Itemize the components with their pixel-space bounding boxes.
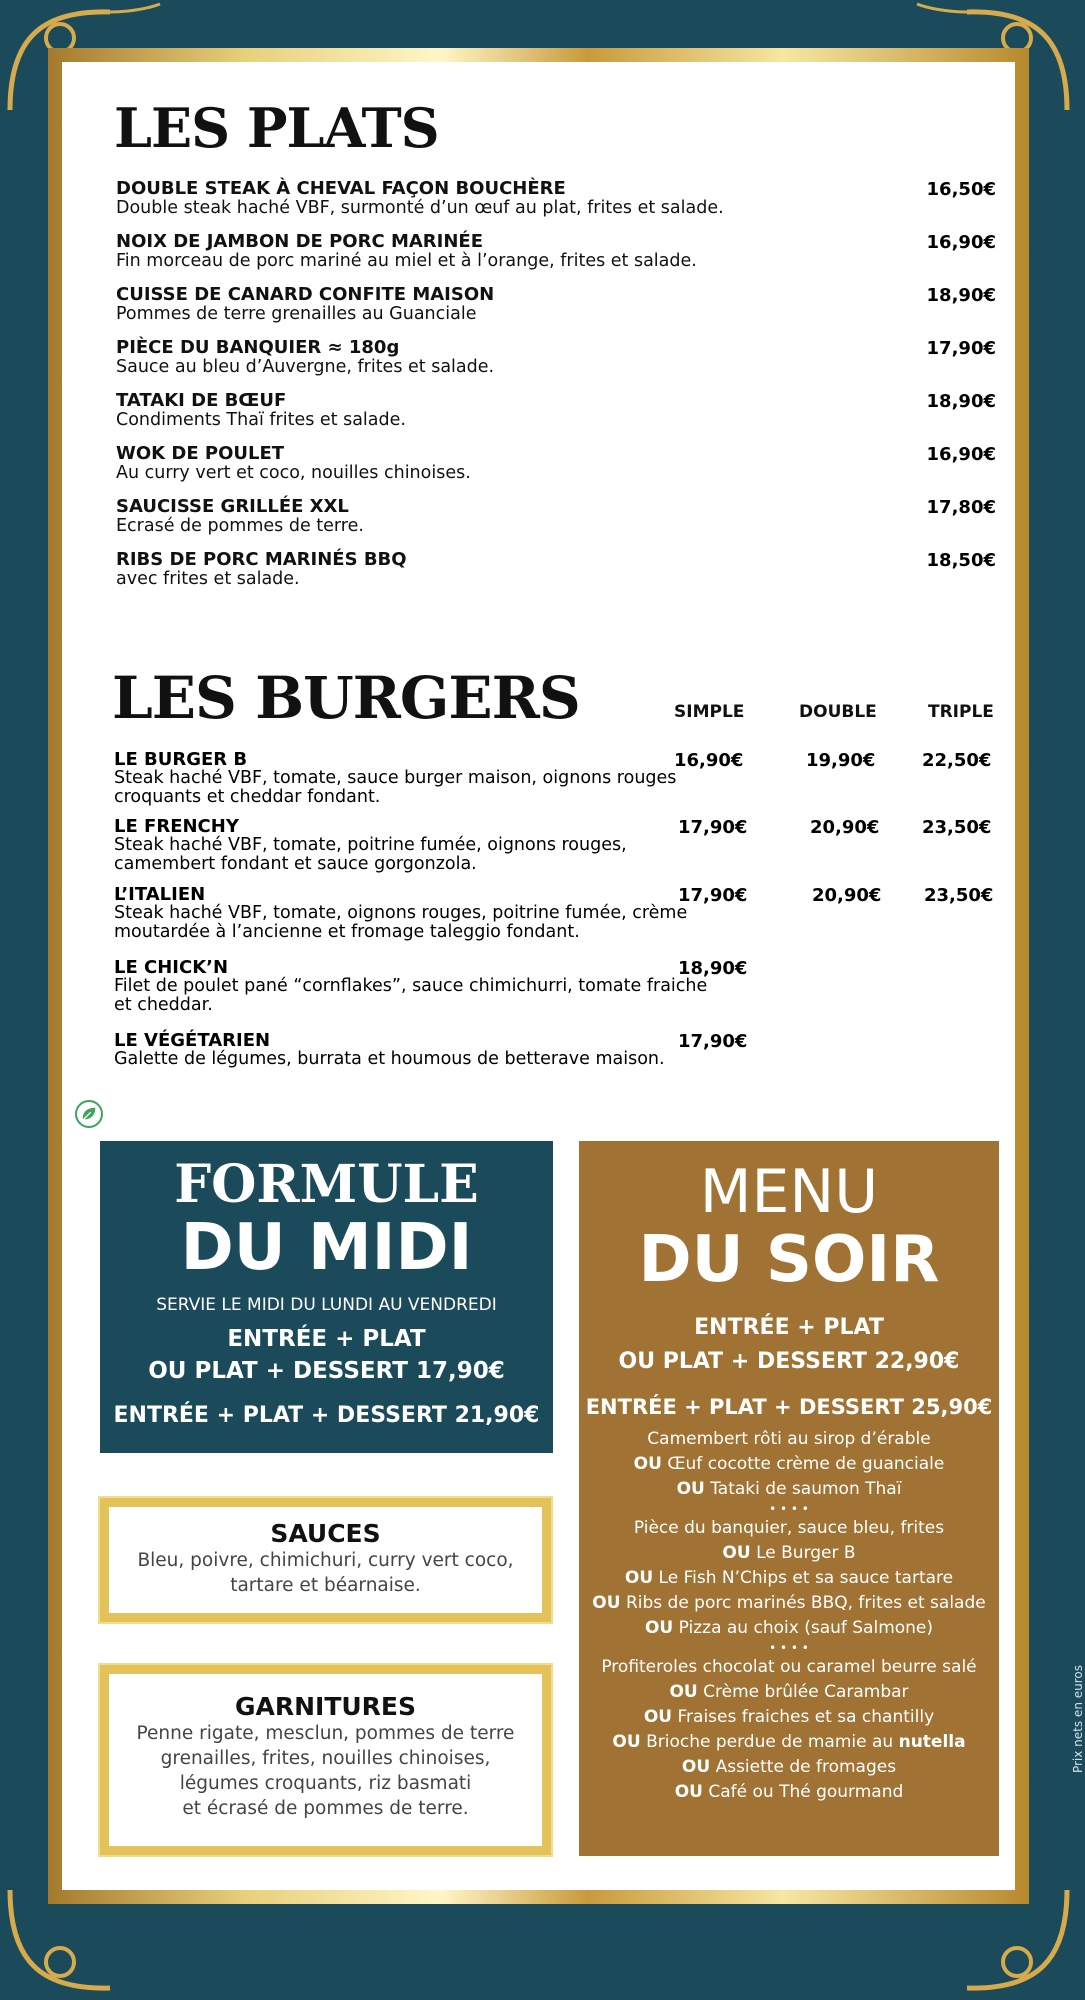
dish-price: 17,80€ <box>926 497 996 518</box>
gold-frame <box>48 48 1029 1904</box>
burger-item <box>114 1031 1014 1069</box>
dish-name: SAUCISSE GRILLÉE XXL <box>116 496 349 517</box>
menu-line-1: ENTRÉE + PLAT <box>694 1315 884 1340</box>
menu-dessert <box>579 1680 999 1705</box>
burger-item <box>114 817 1014 874</box>
ou-label: OU <box>644 1618 674 1638</box>
dish-item <box>116 550 996 589</box>
price-simple: 17,90€ <box>678 1031 748 1052</box>
ou-label: OU <box>674 1782 703 1802</box>
garnitures-text: légumes croquants, riz basmati <box>179 1773 472 1794</box>
ou-label: OU <box>643 1707 673 1727</box>
burgers-title: LES BURGERS <box>112 664 580 732</box>
sauces-title: SAUCES <box>270 1519 381 1548</box>
formule-line-1: ENTRÉE + PLAT <box>227 1326 426 1352</box>
dish-item <box>116 497 996 536</box>
burger-name: L’ITALIEN <box>114 884 206 905</box>
menu-dessert-text: Assiette de fromages <box>715 1757 897 1777</box>
menu-soir-box <box>579 1141 999 1856</box>
garnitures-text: et écrasé de pommes de terre. <box>182 1798 469 1819</box>
dish-name: NOIX DE JAMBON DE PORC MARINÉE <box>116 231 483 252</box>
col-triple: TRIPLE <box>928 702 994 722</box>
dish-item <box>116 444 996 483</box>
menu-dessert-text: Fraises fraiches et sa chantilly <box>677 1707 935 1727</box>
dish-price: 18,90€ <box>926 285 996 306</box>
dish-price: 18,90€ <box>926 391 996 412</box>
menu-title-1: MENU <box>699 1157 879 1227</box>
formule-line-3: ENTRÉE + PLAT + DESSERT 21,90€ <box>113 1403 540 1428</box>
ou-label: OU <box>624 1568 654 1588</box>
dish-item <box>116 338 996 377</box>
price-simple: 16,90€ <box>674 750 744 771</box>
dish-desc: Double steak haché VBF, surmonté d’un œuf au plat, frites et salade. <box>116 198 724 218</box>
price-simple: 18,90€ <box>678 958 748 979</box>
dish-item <box>116 285 996 324</box>
burger-name: LE CHICK’N <box>114 957 229 978</box>
menu-entree-text: Tataki de saumon Thaï <box>710 1479 902 1499</box>
ou-label: OU <box>722 1543 751 1563</box>
sauces-text: Bleu, poivre, chimichuri, curry vert coco, <box>137 1550 514 1571</box>
price-simple: 17,90€ <box>678 885 748 906</box>
price-triple: 23,50€ <box>922 817 992 838</box>
formule-title-1: FORMULE <box>174 1154 479 1215</box>
side-note: Prix nets en euros <box>1071 1665 1085 1774</box>
menu-plat: Pièce du banquier, sauce bleu, frites <box>633 1518 945 1538</box>
ou-label: OU <box>676 1479 705 1499</box>
menu-plat-text: Ribs de porc marinés BBQ, frites et salade <box>625 1593 986 1613</box>
formule-title-2: DU MIDI <box>180 1211 473 1285</box>
menu-dessert <box>579 1705 999 1730</box>
ou-label: OU <box>669 1682 698 1702</box>
burger-desc: Steak haché VBF, tomate, sauce burger maison, oignons rouges croquants et cheddar fondant. <box>114 768 677 807</box>
menu-plat <box>579 1616 999 1641</box>
price-double: 19,90€ <box>806 750 876 771</box>
menu-dessert <box>579 1730 999 1755</box>
menu-plat-text: Pizza au choix (sauf Salmone) <box>678 1618 934 1638</box>
dish-price: 18,50€ <box>926 550 996 571</box>
dish-desc: avec frites et salade. <box>116 569 300 589</box>
dish-desc: Sauce au bleu d’Auvergne, frites et salade. <box>116 357 495 377</box>
price-triple: 23,50€ <box>924 885 994 906</box>
dish-desc: Pommes de terre grenailles au Guanciale <box>116 304 477 324</box>
price-triple: 22,50€ <box>922 750 992 771</box>
menu-plat <box>579 1541 999 1566</box>
vegetarian-leaf-icon <box>75 1100 103 1128</box>
sauces-box <box>100 1498 551 1622</box>
menu-entree: Camembert rôti au sirop d’érable <box>647 1429 931 1449</box>
dish-price: 16,90€ <box>926 232 996 253</box>
menu-page <box>62 62 1015 1890</box>
menu-entree <box>579 1452 999 1477</box>
menu-dessert <box>579 1755 999 1780</box>
burger-name: LE BURGER B <box>114 749 248 770</box>
burger-item <box>114 885 1014 942</box>
dish-price: 16,50€ <box>926 179 996 200</box>
menu-courses <box>579 1427 999 1805</box>
ou-label: OU <box>592 1593 621 1613</box>
dish-name: RIBS DE PORC MARINÉS BBQ <box>116 549 407 570</box>
dish-name: TATAKI DE BŒUF <box>116 390 287 411</box>
sauces-text: tartare et béarnaise. <box>230 1575 421 1596</box>
dish-item <box>116 232 996 271</box>
dish-item <box>116 179 996 218</box>
menu-dessert-text: Café ou Thé gourmand <box>708 1782 904 1802</box>
nutella-label: nutella <box>898 1732 966 1752</box>
burger-item <box>114 750 1014 807</box>
price-simple: 17,90€ <box>678 817 748 838</box>
menu-title-2: DU SOIR <box>638 1223 940 1297</box>
dish-desc: Ecrasé de pommes de terre. <box>116 516 364 536</box>
garnitures-box <box>100 1665 551 1855</box>
col-double: DOUBLE <box>799 702 877 722</box>
menu-separator: • • • • <box>769 1641 809 1655</box>
price-double: 20,90€ <box>810 817 880 838</box>
dish-name: CUISSE DE CANARD CONFITE MAISON <box>116 284 495 305</box>
menu-plat-text: Le Burger B <box>756 1543 856 1563</box>
garnitures-title: GARNITURES <box>234 1692 417 1721</box>
menu-plat <box>579 1591 999 1616</box>
menu-dessert-text: Crème brûlée Carambar <box>703 1682 909 1702</box>
garnitures-text: Penne rigate, mesclun, pommes de terre <box>136 1723 515 1744</box>
menu-plat-text: Le Fish N’Chips et sa sauce tartare <box>658 1568 954 1588</box>
ou-label: OU <box>612 1732 641 1752</box>
price-double: 20,90€ <box>812 885 882 906</box>
menu-line-2: OU PLAT + DESSERT 22,90€ <box>618 1349 960 1374</box>
menu-dessert: Profiteroles chocolat ou caramel beurre salé <box>601 1657 977 1677</box>
dish-name: WOK DE POULET <box>116 443 285 464</box>
burger-name: LE FRENCHY <box>114 816 239 837</box>
menu-plat <box>579 1566 999 1591</box>
menu-entree <box>579 1477 999 1502</box>
menu-entree-text: Œuf cocotte crème de guanciale <box>667 1454 945 1474</box>
burger-desc: Steak haché VBF, tomate, oignons rouges, poitrine fumée, crème moutardée à l’ancienne et fromage taleggio fondant. <box>114 903 688 942</box>
dish-desc: Fin morceau de porc mariné au miel et à l’orange, frites et salade. <box>116 251 697 271</box>
burger-desc: Steak haché VBF, tomate, poitrine fumée, oignons rouges, camembert fondant et sauce gorgonzola. <box>114 835 627 874</box>
dish-item <box>116 391 996 430</box>
menu-dessert <box>579 1780 999 1805</box>
burger-desc: Filet de poulet pané “cornflakes”, sauce chimichurri, tomate fraiche et cheddar. <box>114 976 708 1015</box>
plats-title: LES PLATS <box>114 96 439 160</box>
burger-item <box>114 958 1014 1015</box>
burger-name: LE VÉGÉTARIEN <box>114 1030 271 1051</box>
menu-dessert-text: Brioche perdue de mamie au <box>646 1732 899 1752</box>
menu-line-3: ENTRÉE + PLAT + DESSERT 25,90€ <box>585 1395 993 1419</box>
ou-label: OU <box>681 1757 711 1777</box>
menu-separator: • • • • <box>769 1502 809 1516</box>
dish-name: PIÈCE DU BANQUIER ≈ 180g <box>116 337 400 358</box>
garnitures-text: grenailles, frites, nouilles chinoises, <box>160 1748 491 1769</box>
formule-line-2: OU PLAT + DESSERT 17,90€ <box>148 1358 505 1384</box>
formule-midi-box <box>100 1141 553 1453</box>
dish-price: 16,90€ <box>926 444 996 465</box>
formule-subtitle: SERVIE LE MIDI DU LUNDI AU VENDREDI <box>156 1295 497 1315</box>
col-simple: SIMPLE <box>674 702 745 722</box>
burger-desc: Galette de légumes, burrata et houmous de betterave maison. <box>114 1049 665 1069</box>
dish-price: 17,90€ <box>926 338 996 359</box>
ou-label: OU <box>633 1454 662 1474</box>
dish-desc: Condiments Thaï frites et salade. <box>116 410 406 430</box>
dish-desc: Au curry vert et coco, nouilles chinoises. <box>116 463 471 483</box>
dish-name: DOUBLE STEAK À CHEVAL FAÇON BOUCHÈRE <box>116 178 566 199</box>
